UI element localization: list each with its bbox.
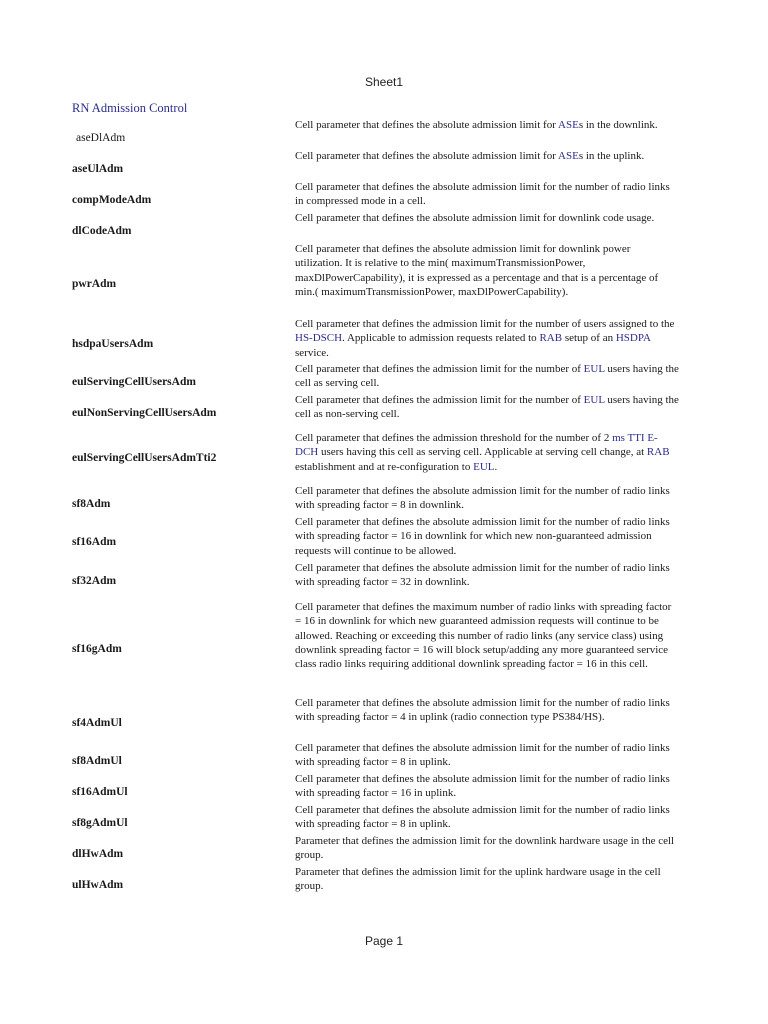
parameter-description: Cell parameter that defines the absolute admission limit for ASEs in the uplink. bbox=[295, 150, 645, 162]
glossary-link[interactable]: HSDPA bbox=[615, 332, 651, 345]
parameter-name: dlHwAdm bbox=[72, 848, 124, 860]
parameter-name: eulServingCellUsersAdmTti2 bbox=[72, 452, 217, 464]
parameter-description: Cell parameter that defines the absolute admission limit for ASEs in the downlink. bbox=[295, 119, 658, 131]
parameter-description: Cell parameter that defines the absolute admission limit for the number of radio links with spreading factor = 4 in uplink (radio connection type PS384/HS). bbox=[295, 697, 670, 724]
parameter-name: aseDlAdm bbox=[76, 132, 126, 144]
parameter-name: compModeAdm bbox=[72, 194, 152, 206]
parameter-name: eulServingCellUsersAdm bbox=[72, 376, 196, 388]
glossary-link[interactable]: EUL bbox=[583, 394, 605, 406]
sheet-title: Sheet1 bbox=[364, 75, 404, 89]
parameter-description: Cell parameter that defines the admission limit for the number of EUL users having the cell as serving cell. bbox=[295, 363, 679, 390]
parameter-description: Cell parameter that defines the absolute admission limit for the number of radio links with spreading factor = 8 in uplink. bbox=[295, 742, 670, 769]
parameter-name: sf8Adm bbox=[72, 498, 111, 510]
parameter-description: Cell parameter that defines the absolute admission limit for downlink code usage. bbox=[295, 212, 655, 224]
section-title: RN Admission Control bbox=[72, 101, 188, 115]
glossary-link[interactable]: HS-DSCH bbox=[295, 332, 343, 345]
parameter-name: sf16gAdm bbox=[72, 643, 122, 655]
parameter-description: Cell parameter that defines the admission limit for the number of users assigned to the HS-DSCH. Applicable to admission requests related to RAB setup of an HSDPA service. bbox=[295, 318, 675, 359]
parameter-name: hsdpaUsersAdm bbox=[72, 338, 154, 350]
parameter-description: Parameter that defines the admission limit for the downlink hardware usage in the cell group. bbox=[295, 835, 675, 862]
parameter-description: Cell parameter that defines the absolute admission limit for downlink power utilization. It is relative to the min( maximumTransmissionPower, maxDlPowerCapability), it is expressed as a percentage and that is a percentage of min.( maximumTransmissionPower, maxDlPowerCapability). bbox=[295, 243, 659, 298]
parameter-description: Cell parameter that defines the absolute admission limit for the number of radio links with spreading factor = 8 in downlink. bbox=[295, 485, 670, 512]
glossary-link[interactable]: EUL bbox=[473, 460, 495, 473]
parameter-name: pwrAdm bbox=[72, 278, 117, 290]
parameter-description: Cell parameter that defines the admission limit for the number of EUL users having the cell as non-serving cell. bbox=[295, 394, 679, 421]
parameter-name: sf16AdmUl bbox=[72, 786, 128, 798]
parameter-name: sf8AdmUl bbox=[72, 755, 122, 767]
parameter-description: Cell parameter that defines the absolute admission limit for the number of radio links with spreading factor = 16 in downlink for which new non-guaranteed admission requests will continue to be allowed. bbox=[295, 516, 670, 557]
parameter-name: sf32Adm bbox=[72, 575, 117, 587]
glossary-link[interactable]: EUL bbox=[583, 363, 605, 375]
parameter-name: eulNonServingCellUsersAdm bbox=[72, 407, 217, 419]
page-number: Page 1 bbox=[364, 934, 404, 948]
parameter-description: Cell parameter that defines the admission threshold for the number of 2 ms TTI E-DCH users having this cell as serving cell. Applicable at serving cell change, at RAB establishment and at re-configuration to EUL. bbox=[295, 432, 670, 473]
glossary-link[interactable]: ms bbox=[612, 432, 625, 444]
glossary-link[interactable]: ASE bbox=[558, 119, 579, 131]
parameter-description: Cell parameter that defines the absolute admission limit for the number of radio links with spreading factor = 16 in uplink. bbox=[295, 773, 670, 800]
parameter-description: Parameter that defines the admission limit for the uplink hardware usage in the cell group. bbox=[295, 866, 661, 893]
parameter-description: Cell parameter that defines the absolute admission limit for the number of radio links with spreading factor = 32 in downlink. bbox=[295, 562, 670, 589]
parameter-description: Cell parameter that defines the maximum number of radio links with spreading factor = 16 in downlink for which new guaranteed admission requests will continue to be allowed. Reaching or exceeding this number of radio links (any service class) using downlink spreading factor = 16 will block setup/adding any more guaranteed service class radio links requiring additional downlink spreading factor = 16 in this cell. bbox=[295, 601, 672, 671]
glossary-link[interactable]: ASE bbox=[558, 150, 579, 162]
parameter-name: ulHwAdm bbox=[72, 879, 124, 891]
parameter-name: dlCodeAdm bbox=[72, 225, 132, 237]
glossary-link[interactable]: TTI E-DCH bbox=[295, 432, 658, 459]
glossary-link[interactable]: RAB bbox=[646, 446, 670, 459]
glossary-link[interactable]: RAB bbox=[539, 332, 563, 345]
parameter-name: aseUlAdm bbox=[72, 163, 124, 175]
parameter-description: Cell parameter that defines the absolute admission limit for the number of radio links in compressed mode in a cell. bbox=[295, 181, 670, 208]
parameter-name: sf16Adm bbox=[72, 536, 117, 548]
parameter-name: sf4AdmUl bbox=[72, 717, 122, 729]
parameter-description: Cell parameter that defines the absolute admission limit for the number of radio links with spreading factor = 8 in uplink. bbox=[295, 804, 670, 831]
parameter-name: sf8gAdmUl bbox=[72, 817, 128, 829]
